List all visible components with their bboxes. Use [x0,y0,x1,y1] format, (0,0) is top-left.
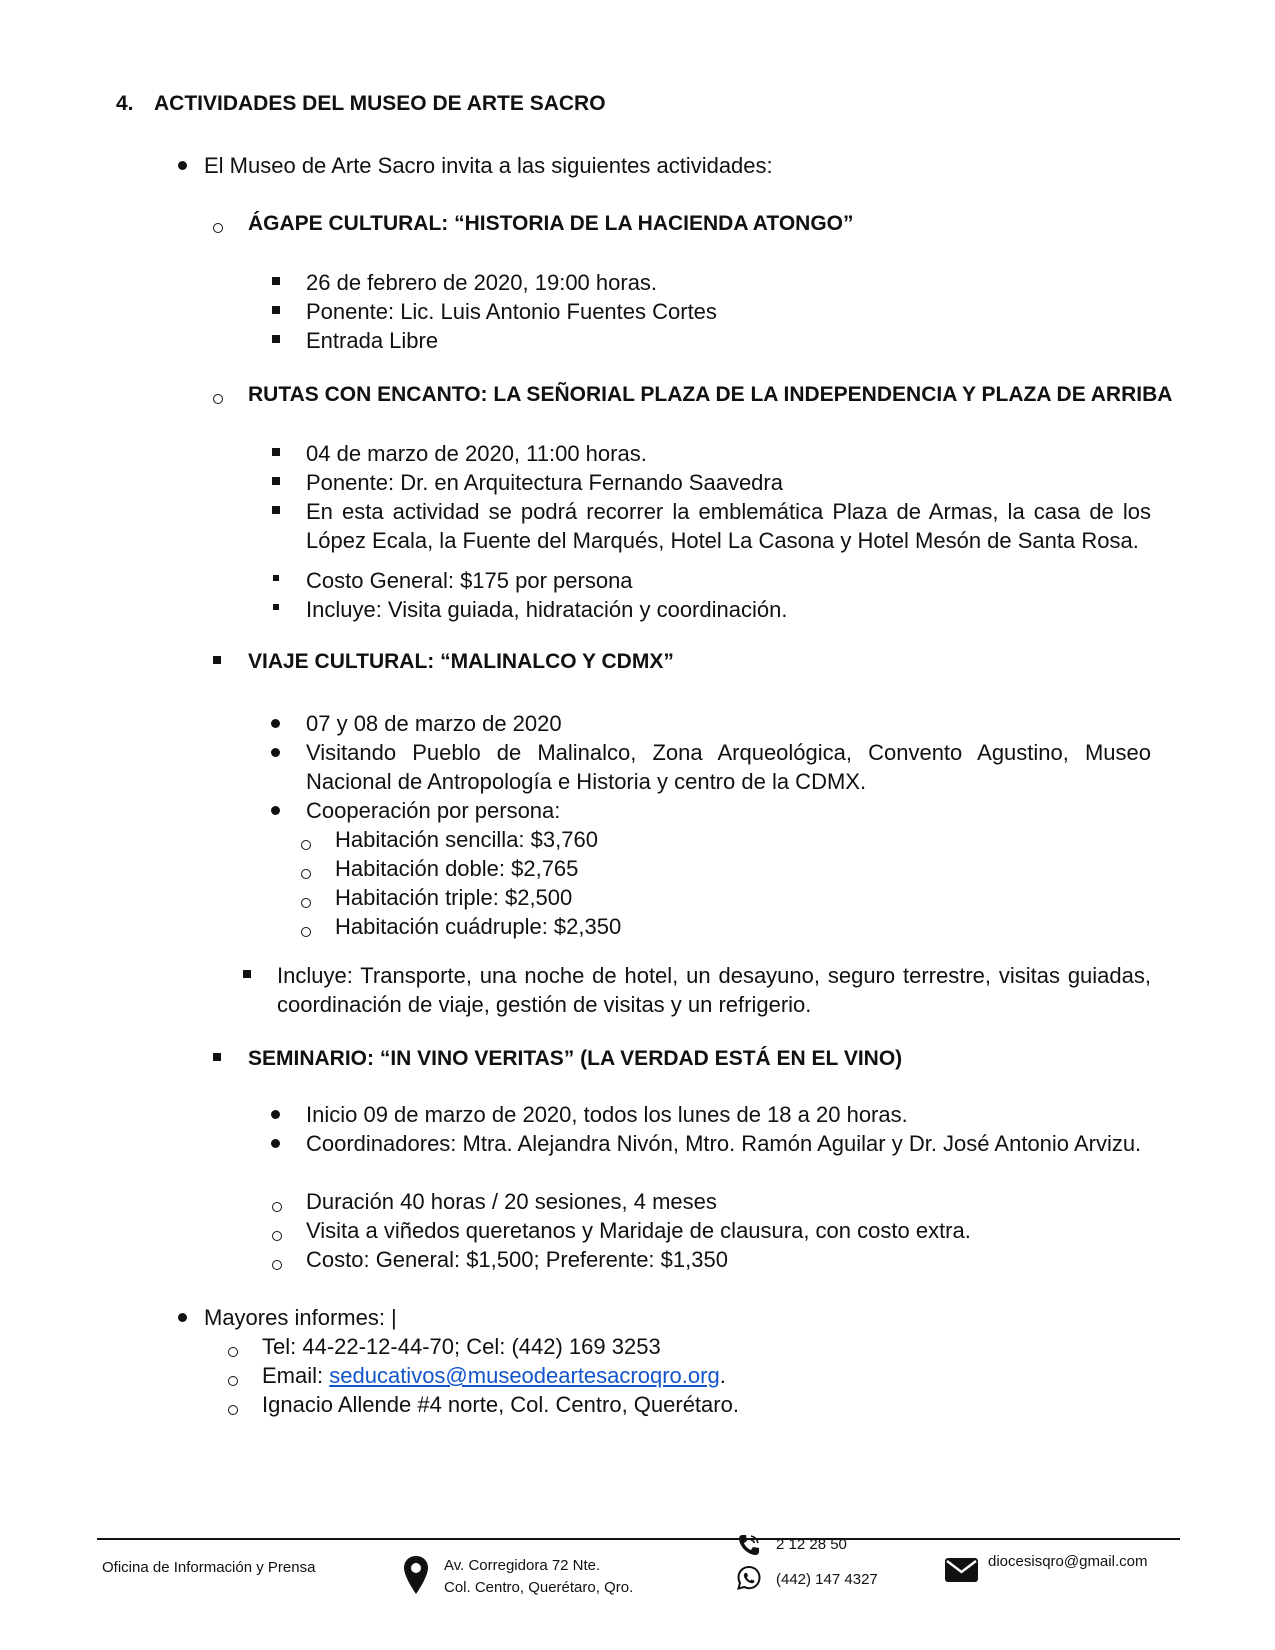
section-title: ACTIVIDADES DEL MUSEO DE ARTE SACRO [154,92,606,115]
info-email-suffix: . [719,1363,726,1388]
section-number: 4. [116,92,134,115]
bullet-circle [272,1231,282,1241]
whatsapp-icon [736,1565,762,1591]
footer-divider [97,1538,1180,1540]
event-item: 07 y 08 de marzo de 2020 [306,711,562,736]
footer-address-line1: Av. Corregidora 72 Nte. [444,1557,601,1574]
event-item: Ponente: Dr. en Arquitectura Fernando Saavedra [306,470,783,495]
room-price: Habitación sencilla: $3,760 [335,827,598,852]
event-item: Entrada Libre [306,328,439,353]
bullet-square [273,604,279,610]
bullet-square [213,656,221,664]
intro-text: El Museo de Arte Sacro invita a las siguientes actividades: [204,153,773,178]
event-item: Cooperación por persona: [306,798,561,823]
bullet-circle [301,898,311,908]
bullet-dot [178,1313,187,1322]
info-label: Mayores informes: | [204,1305,397,1330]
footer-office: Oficina de Información y Prensa [102,1559,316,1576]
event-item: Costo: General: $1,500; Preferente: $1,350 [306,1247,728,1272]
bullet-circle [228,1347,238,1357]
room-price: Habitación doble: $2,765 [335,856,579,881]
bullet-circle [213,223,223,233]
bullet-square [272,306,280,314]
bullet-circle [272,1260,282,1270]
event-item: Costo General: $175 por persona [306,568,633,593]
event-title: VIAJE CULTURAL: “MALINALCO Y CDMX” [248,650,674,673]
footer-phone: 2 12 28 50 [776,1536,847,1553]
event-title: RUTAS CON ENCANTO: LA SEÑORIAL PLAZA DE LA INDEPENDENCIA Y PLAZA DE ARRIBA [248,383,1173,406]
footer-email[interactable]: diocesisqro@gmail.com [988,1553,1148,1570]
event-item: Duración 40 horas / 20 sesiones, 4 meses [306,1189,717,1214]
event-item: 04 de marzo de 2020, 11:00 horas. [306,441,647,466]
envelope-icon [945,1558,978,1582]
bullet-dot [271,1110,280,1119]
event-item: En esta actividad se podrá recorrer la emblemática Plaza de Armas, la casa de los López Ecala, la Fuente del Marqués, Hotel La Casona y Hotel Mesón de Santa Rosa. [306,499,1151,553]
event-item: Inicio 09 de marzo de 2020, todos los lunes de 18 a 20 horas. [306,1102,908,1127]
bullet-dot [271,806,280,815]
event-item: Incluye: Visita guiada, hidratación y coordinación. [306,597,788,622]
bullet-square [272,335,280,343]
event-item: Visita a viñedos queretanos y Maridaje de clausura, con costo extra. [306,1218,971,1243]
event-title: SEMINARIO: “IN VINO VERITAS” (LA VERDAD ESTÁ EN EL VINO) [248,1047,903,1070]
event-includes: Incluye: Transporte, una noche de hotel, un desayuno, seguro terrestre, visitas guiadas, coordinación de viaje, gestión de visitas y un refrigerio. [277,963,1151,1017]
event-title: ÁGAPE CULTURAL: “HISTORIA DE LA HACIENDA ATONGO” [248,212,854,235]
room-price: Habitación triple: $2,500 [335,885,573,910]
bullet-circle [228,1376,238,1386]
bullet-square [272,277,280,285]
info-email-line [262,1361,726,1390]
info-address: Ignacio Allende #4 norte, Col. Centro, Querétaro. [262,1392,739,1417]
bullet-square [272,448,280,456]
footer-address-line2: Col. Centro, Querétaro, Qro. [444,1579,634,1596]
bullet-square [272,506,280,514]
bullet-dot [271,1139,280,1148]
bullet-circle [301,840,311,850]
info-email-prefix: Email: [262,1363,330,1388]
room-price: Habitación cuádruple: $2,350 [335,914,622,939]
info-tel: Tel: 44-22-12-44-70; Cel: (442) 169 3253 [262,1334,661,1359]
bullet-square [272,477,280,485]
bullet-square [243,970,251,978]
bullet-circle [272,1202,282,1212]
event-item: 26 de febrero de 2020, 19:00 horas. [306,270,658,295]
bullet-square [273,575,279,581]
bullet-dot [271,719,280,728]
bullet-circle [228,1405,238,1415]
bullet-square [213,1053,221,1061]
footer-whatsapp: (442) 147 4327 [776,1571,878,1588]
event-item: Visitando Pueblo de Malinalco, Zona Arqueológica, Convento Agustino, Museo Nacional de Antropología e Historia y centro de la CDMX. [306,740,1151,794]
bullet-circle [301,869,311,879]
bullet-circle [301,927,311,937]
phone-icon [736,1532,762,1558]
event-item: Ponente: Lic. Luis Antonio Fuentes Cortes [306,299,717,324]
bullet-dot [178,161,187,170]
location-pin-icon [403,1555,429,1595]
bullet-circle [213,394,223,404]
bullet-dot [271,748,280,757]
info-email-link[interactable]: seducativos@museodeartesacroqro.org [329,1363,720,1388]
event-item: Coordinadores: Mtra. Alejandra Nivón, Mtro. Ramón Aguilar y Dr. José Antonio Arvizu. [306,1131,1142,1156]
